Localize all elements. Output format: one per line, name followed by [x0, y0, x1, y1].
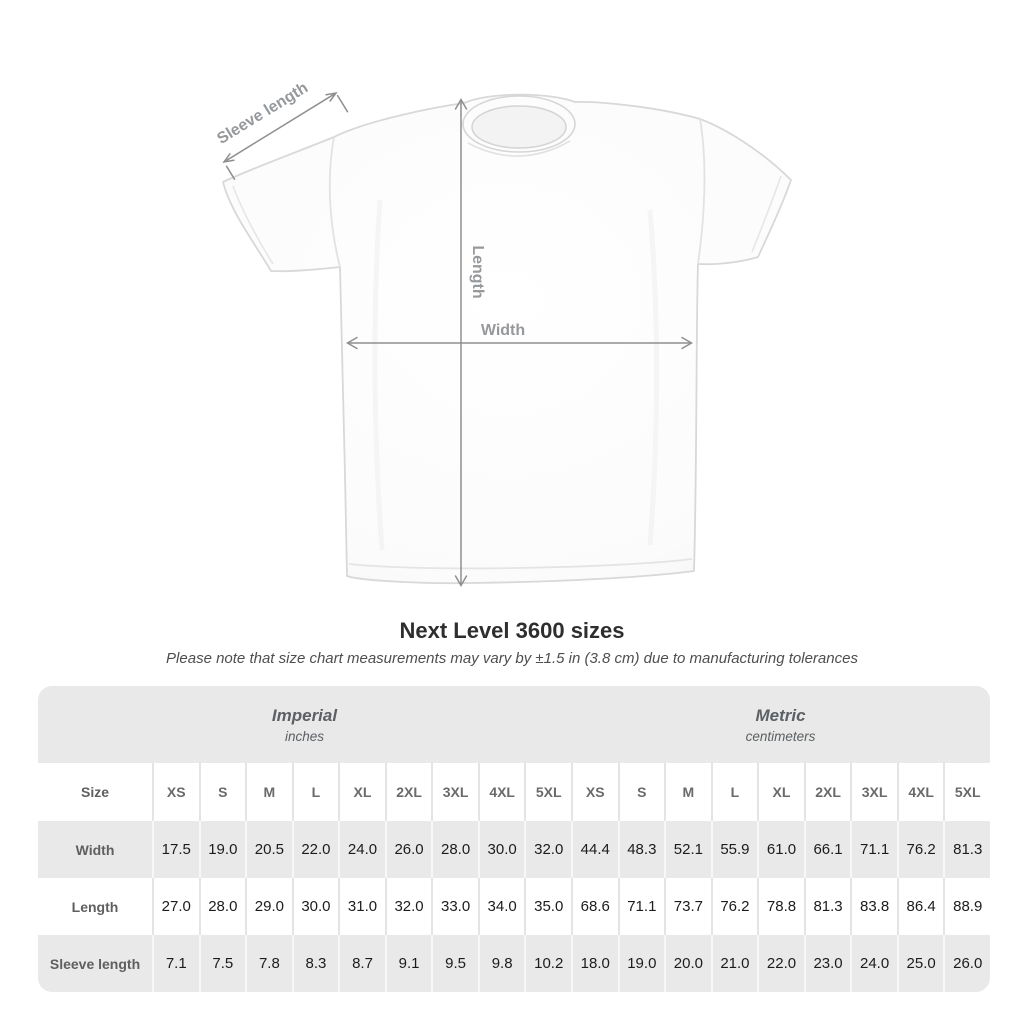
measurement-value: 68.6 — [571, 878, 618, 935]
measurement-value: 8.7 — [338, 935, 385, 992]
measurement-value: 24.0 — [338, 821, 385, 878]
measurement-value: 20.5 — [245, 821, 292, 878]
measurement-value: 22.0 — [757, 935, 804, 992]
width-row — [38, 821, 990, 878]
imperial-group-header — [38, 686, 571, 763]
size-header-row — [38, 763, 990, 821]
size-col-header: 2XL — [804, 763, 851, 821]
sleeve-length-measure-label: Sleeve length — [214, 79, 312, 148]
measurement-value: 28.0 — [199, 878, 246, 935]
size-col-header: S — [618, 763, 665, 821]
measurement-value: 7.8 — [245, 935, 292, 992]
imperial-unit-label: inches — [284, 728, 325, 744]
size-col-header: M — [245, 763, 292, 821]
measurement-value: 71.1 — [618, 878, 665, 935]
size-col-header: L — [292, 763, 339, 821]
measurement-value: 27.0 — [152, 878, 199, 935]
measurement-value: 26.0 — [385, 821, 432, 878]
measurement-value: 52.1 — [664, 821, 711, 878]
size-col-header: M — [664, 763, 711, 821]
metric-unit-label: centimeters — [745, 728, 816, 744]
measurement-value: 83.8 — [850, 878, 897, 935]
measurement-value: 20.0 — [664, 935, 711, 992]
measurement-value: 48.3 — [618, 821, 665, 878]
size-col-header: 4XL — [897, 763, 944, 821]
measurement-value: 8.3 — [292, 935, 339, 992]
measurement-value: 7.1 — [152, 935, 199, 992]
measurement-value: 76.2 — [897, 821, 944, 878]
measurement-value: 32.0 — [385, 878, 432, 935]
row-label-width: Width — [75, 841, 115, 858]
measurement-value: 81.3 — [804, 878, 851, 935]
measurement-value: 73.7 — [664, 878, 711, 935]
size-col-header: XS — [152, 763, 199, 821]
measurement-value: 66.1 — [804, 821, 851, 878]
measurement-value: 61.0 — [757, 821, 804, 878]
length-row — [38, 878, 990, 935]
measurement-value: 76.2 — [711, 878, 758, 935]
measurement-value: 10.2 — [524, 935, 571, 992]
measurement-value: 30.0 — [292, 878, 339, 935]
measurement-value: 78.8 — [757, 878, 804, 935]
tolerance-note: Please note that size chart measurements may vary by ±1.5 in (3.8 cm) due to manufacturing tolerances — [166, 650, 858, 667]
page-title: Next Level 3600 sizes — [399, 618, 625, 643]
measurement-value: 28.0 — [431, 821, 478, 878]
metric-group-header — [571, 686, 990, 763]
width-measure-label: Width — [480, 322, 526, 339]
measurement-value: 23.0 — [804, 935, 851, 992]
measurement-value: 7.5 — [199, 935, 246, 992]
size-col-header: XL — [757, 763, 804, 821]
measurement-value: 30.0 — [478, 821, 525, 878]
metric-label: Metric — [755, 705, 806, 725]
measurement-value: 9.5 — [431, 935, 478, 992]
measurement-value: 9.8 — [478, 935, 525, 992]
measurement-value: 9.1 — [385, 935, 432, 992]
measurement-value: 19.0 — [618, 935, 665, 992]
measurement-value: 22.0 — [292, 821, 339, 878]
measurement-value: 71.1 — [850, 821, 897, 878]
measurement-value: 26.0 — [943, 935, 990, 992]
measurement-value: 32.0 — [524, 821, 571, 878]
size-col-header: XL — [338, 763, 385, 821]
row-label-length: Length — [71, 898, 119, 915]
size-col-header: 3XL — [431, 763, 478, 821]
measurement-value: 21.0 — [711, 935, 758, 992]
sleeve-length-row — [38, 935, 990, 992]
length-measure-label: Length — [469, 245, 486, 299]
measurement-value: 88.9 — [943, 878, 990, 935]
measurement-value: 24.0 — [850, 935, 897, 992]
size-corner-label: Size — [80, 784, 109, 800]
measurement-value: 29.0 — [245, 878, 292, 935]
measurement-value: 25.0 — [897, 935, 944, 992]
measurement-value: 44.4 — [571, 821, 618, 878]
measurement-value: 86.4 — [897, 878, 944, 935]
size-col-header: 2XL — [385, 763, 432, 821]
imperial-label: Imperial — [271, 705, 338, 725]
size-col-header: 5XL — [524, 763, 571, 821]
unit-header-row — [38, 686, 990, 763]
measurement-value: 34.0 — [478, 878, 525, 935]
measurement-value: 17.5 — [152, 821, 199, 878]
size-col-header: 5XL — [943, 763, 990, 821]
measurement-value: 18.0 — [571, 935, 618, 992]
measurement-value: 31.0 — [338, 878, 385, 935]
measurement-value: 33.0 — [431, 878, 478, 935]
size-col-header: 3XL — [850, 763, 897, 821]
measurement-value: 35.0 — [524, 878, 571, 935]
size-col-header: XS — [571, 763, 618, 821]
measurement-value: 55.9 — [711, 821, 758, 878]
measurement-value: 19.0 — [199, 821, 246, 878]
row-label-sleeve-length: Sleeve length — [49, 955, 141, 972]
size-col-header: 4XL — [478, 763, 525, 821]
size-table — [38, 686, 990, 992]
measurement-value: 81.3 — [943, 821, 990, 878]
size-col-header: S — [199, 763, 246, 821]
collar-inner — [472, 106, 566, 148]
size-col-header: L — [711, 763, 758, 821]
